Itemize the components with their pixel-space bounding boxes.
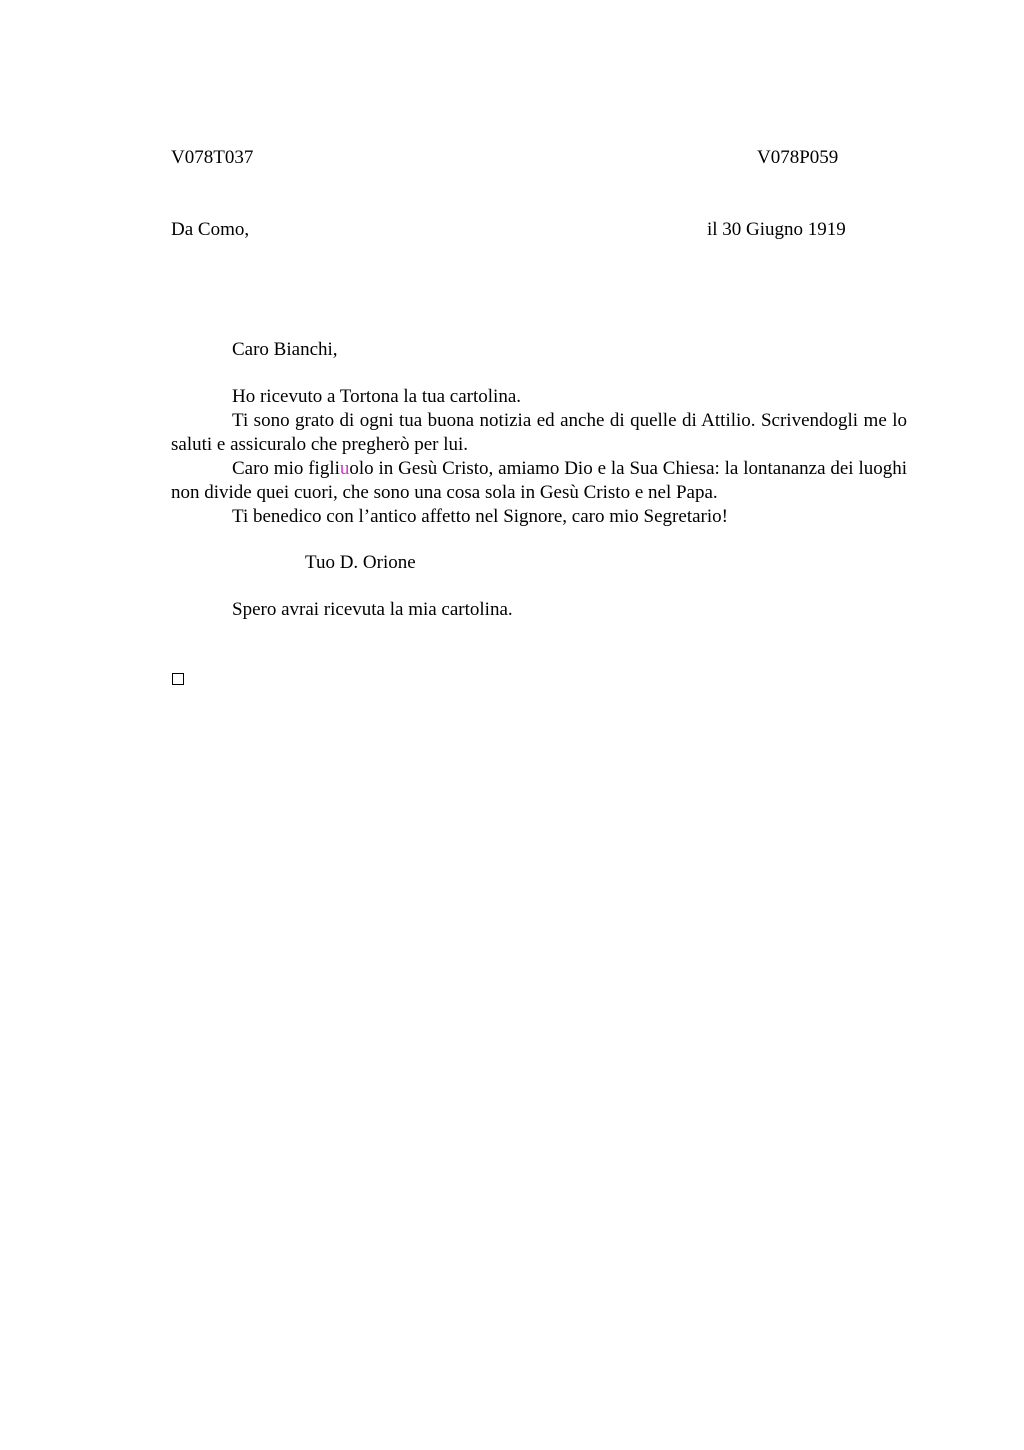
document-code-left: V078T037: [171, 147, 254, 168]
paragraph-segment: Caro mio figli: [232, 458, 340, 479]
document-code-right: V078P059: [757, 147, 839, 168]
checkbox-square-icon: [172, 673, 184, 685]
letter-signature: Tuo D. Orione: [305, 552, 416, 573]
letter-paragraph: Ti sono grato di ogni tua buona notizia ed anche di quelle di Attilio. Scrivendogli me lo saluti e assicuralo che pregherò per lui.: [171, 410, 907, 455]
letter-paragraph: Ho ricevuto a Tortona la tua cartolina.: [232, 386, 522, 407]
letter-paragraph: [171, 457, 907, 505]
letter-place: Da Como,: [171, 219, 250, 240]
paragraph-segment: olo in Gesù Cristo, amiamo Dio e la Sua Chiesa: la lontananza dei luoghi non divide quei cuori, che sono una cosa sola in Gesù Cristo e nel Papa.: [171, 458, 908, 503]
letter-date: il 30 Giugno 1919: [707, 219, 846, 240]
letter-postscript: Spero avrai ricevuta la mia cartolina.: [232, 599, 513, 620]
highlighted-letter: u: [339, 458, 350, 479]
letter-paragraph: Ti benedico con l’antico affetto nel Signore, caro mio Segretario!: [232, 506, 728, 527]
letter-body: [171, 385, 907, 529]
letter-greeting: Caro Bianchi,: [232, 339, 338, 360]
